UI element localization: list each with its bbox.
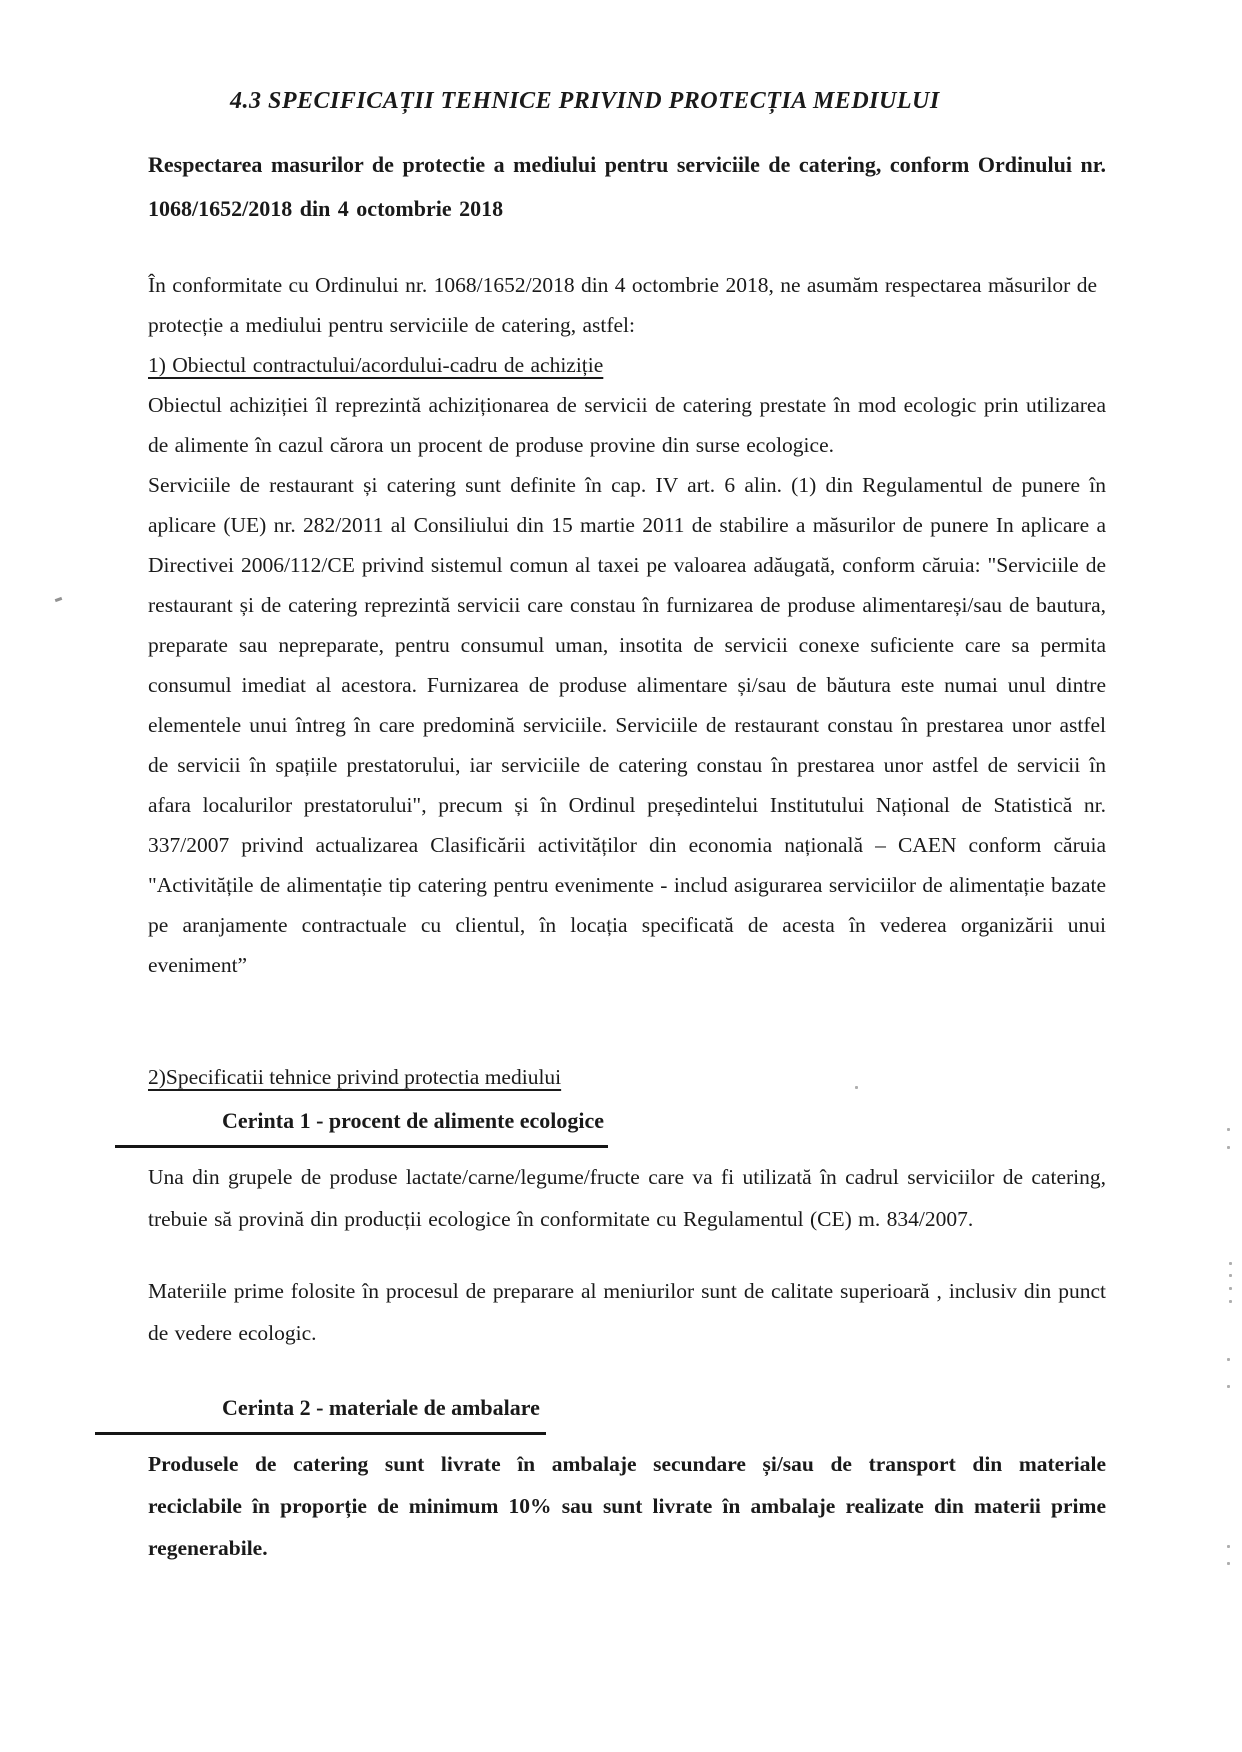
scan-artifact [1229,1274,1232,1277]
scan-artifact [1227,1385,1230,1388]
scan-artifact [1227,1128,1230,1131]
section1-heading-text: 1) Obiectul contractului/acordului-cadru de achiziție [148,353,604,377]
scan-artifact [1229,1287,1232,1290]
cerinta2-heading-text: Cerinta 2 - materiale de ambalare [222,1395,540,1420]
scan-artifact [1227,1562,1230,1565]
scan-artifact [1227,1358,1230,1361]
section2-heading [148,1057,1106,1097]
section1-heading [148,345,1106,385]
scan-artifact [55,597,63,602]
cerinta2-paragraph-1: Produsele de catering sunt livrate în ambalaje secundare și/sau de transport din materiale reciclabile în proporție de minimum 10% sau sunt livrate în ambalaje realizate din materii prime regenerabile. [148,1452,1106,1560]
cerinta2-heading [148,1388,1106,1435]
cerinta1-paragraph-1: Una din grupele de produse lactate/carne/legume/fructe care va fi utilizată în cadrul serviciilor de catering, trebuie să provină din producții ecologice în conformitate cu Regulamentul (CE) m. 834/2007. [148,1165,1106,1231]
document-title: 4.3 SPECIFICAȚII TEHNICE PRIVIND PROTECȚIA MEDIULUI [230,88,940,114]
cerinta1-heading-text: Cerinta 1 - procent de alimente ecologice [222,1108,605,1133]
spacer [148,1354,1106,1384]
scan-artifact [1227,1146,1230,1149]
document-content [148,88,1106,1569]
scan-artifact [1227,1545,1230,1548]
section1-paragraph-1: Obiectul achiziției îl reprezintă achiziționarea de servicii de catering prestate în mod ecologic prin utilizarea de alimente în cazul cărora un procent de produse provine din surse ecologice. [148,393,1106,457]
scan-artifact [855,1086,858,1089]
scan-artifact [1229,1262,1232,1265]
intro-paragraph: În conformitate cu Ordinului nr. 1068/1652/2018 din 4 octombrie 2018, ne asumăm respectarea măsurilor de protecție a mediului pentru serviciile de catering, astfel: [148,273,1098,337]
document-subtitle: Respectarea masurilor de protectie a mediului pentru serviciile de catering, conform Ordinului nr. 1068/1652/2018 din 4 octombrie 2018 [148,152,1106,221]
section1-paragraph-2: Serviciile de restaurant și catering sunt definite în cap. IV art. 6 alin. (1) din Regulamentul de punere în aplicare (UE) nr. 282/2011 al Consiliului din 15 martie 2011 de stabilire a măsurilor de punere In aplicare a Directivei 2006/112/CE privind sistemul comun al taxei pe valoarea adăugată, conform căruia: "Serviciile de restaurant și de catering reprezintă servicii care constau în furnizarea de produse alimentareși/sau de bautura, preparate sau nepreparate, pentru consumul uman, insotita de servicii conexe suficiente care sa permita consumul imediat al acestora. Furnizarea de produse alimentare și/sau de băutura este numai unul dintre elementele unui întreg în care predomină serviciile. Serviciile de restaurant constau în prestarea unor astfel de servicii în spațiile prestatorului, iar serviciile de catering constau în prestarea unor astfel de servicii în afara localurilor prestatorului", precum și în Ordinul președintelui Institutului Național de Statistică nr. 337/2007 privind actualizarea Clasificării activităților din economia națională – CAEN conform căruia "Activitățile de alimentație tip catering pentru evenimente - includ asigurarea serviciilor de alimentație bazate pe aranjamente contractuale cu clientul, în locația specificată de acesta în vederea organizării unui eveniment” [148,473,1106,977]
section2-heading-text: 2)Specificatii tehnice privind protectia mediului [148,1065,562,1089]
spacer [148,1240,1106,1270]
scan-artifact [1229,1300,1232,1303]
cerinta1-heading [148,1101,1106,1148]
cerinta1-paragraph-2: Materiile prime folosite în procesul de preparare al meniurilor sunt de calitate superioară , inclusiv din punct de vedere ecologic. [148,1279,1106,1345]
